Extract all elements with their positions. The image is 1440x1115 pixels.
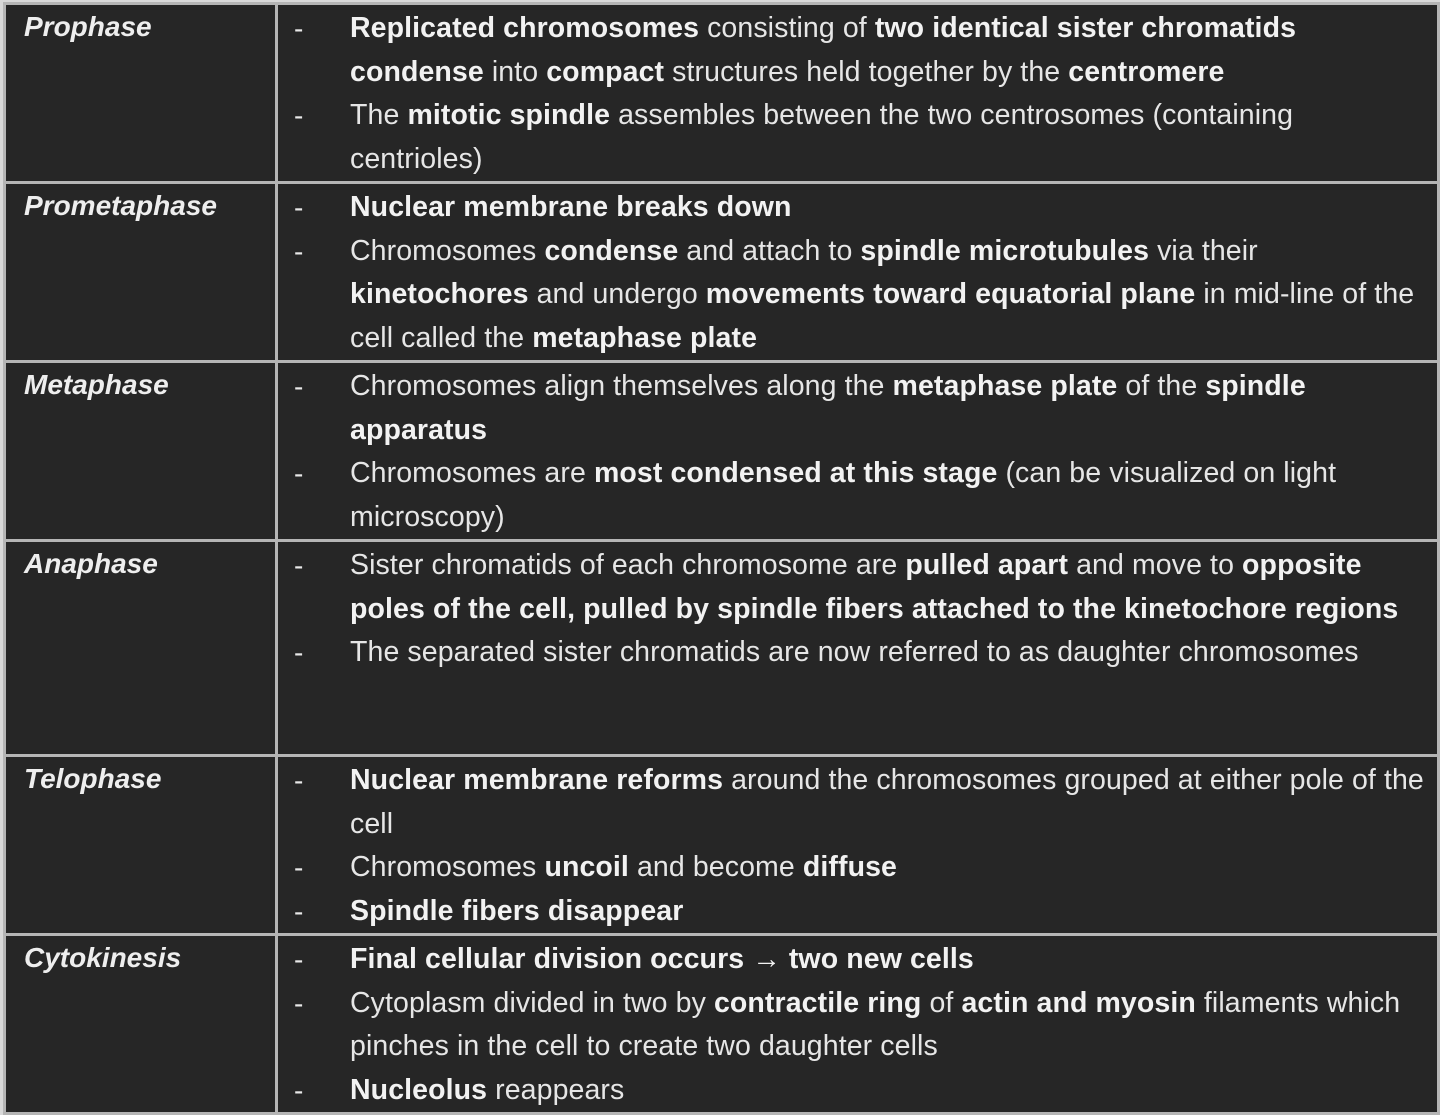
bullet-item (278, 982, 1427, 1069)
bullet-item (278, 94, 1427, 181)
text-segment: Cytoplasm divided in two by (350, 986, 714, 1019)
dash-marker: - (294, 13, 304, 44)
table-row (5, 756, 1439, 935)
dash-marker: - (294, 987, 304, 1019)
phase-cell (5, 756, 277, 935)
bold-term: compact (546, 55, 665, 88)
dash-marker: - (294, 550, 304, 581)
dash-marker: - (294, 895, 304, 927)
dash-marker: - (294, 852, 304, 883)
dash-marker: - (294, 765, 304, 796)
text-segment: reappears (487, 1073, 625, 1106)
bold-term: metaphase plate (892, 370, 1118, 402)
bullet-text (350, 365, 1427, 452)
bullet-text (350, 186, 1427, 230)
phase-name: Cytokinesis (24, 942, 182, 973)
bold-term: two identical sister chromatids condense (350, 12, 1297, 88)
bold-term: uncoil (544, 851, 629, 883)
bullet-item (278, 890, 1427, 934)
bold-term: actin and myosin (961, 986, 1196, 1019)
bullet-item (278, 230, 1427, 361)
text-segment: The separated sister chromatids are now referred to as daughter chromosomes (350, 636, 1359, 668)
description-cell (277, 4, 1439, 183)
dash-marker: - (294, 1074, 304, 1106)
bullet-item (278, 452, 1427, 539)
bullet-item (278, 759, 1427, 846)
phase-name: Anaphase (24, 548, 158, 579)
dash-marker: - (294, 371, 304, 402)
text-segment: (can be visualized on light microscopy) (350, 457, 1337, 533)
bold-term: kinetochores (350, 278, 529, 310)
dash-marker: - (294, 192, 304, 223)
dash-marker: - (294, 944, 304, 975)
dash-marker: - (294, 235, 304, 267)
table-row (5, 935, 1439, 1114)
bullet-item (278, 7, 1427, 94)
bold-term: pulled apart (905, 549, 1069, 581)
bold-term: Nucleolus (350, 1073, 488, 1106)
bold-term: metaphase plate (532, 321, 758, 354)
table-row (5, 183, 1439, 362)
text-segment: The (350, 99, 408, 131)
bold-term: most condensed at this stage (593, 457, 998, 489)
text-segment: in mid-line of the cell called the (350, 278, 1415, 354)
bullet-text (350, 230, 1427, 361)
text-segment: Chromosomes (350, 851, 545, 883)
table-row (5, 4, 1439, 183)
bullet-item (278, 186, 1427, 230)
bold-term: opposite poles of the cell, pulled by spindle fibers attached to the kinetochore regions (350, 549, 1399, 625)
text-segment: around the chromosomes grouped at either pole of the cell (350, 764, 1424, 840)
description-cell (277, 362, 1439, 541)
phase-cell (5, 935, 277, 1114)
dash-marker: - (294, 637, 304, 668)
bold-term: mitotic spindle (407, 99, 611, 131)
bold-term: Nuclear membrane breaks down (350, 191, 792, 223)
bullet-text (350, 846, 1427, 890)
text-segment: structures held together by the (664, 55, 1069, 88)
bullet-text (350, 938, 1427, 982)
text-segment: of the (1117, 370, 1206, 402)
bullet-text (350, 544, 1427, 631)
bold-term: spindle apparatus (350, 370, 1306, 446)
text-segment: Sister chromatids of each chromosome are (350, 549, 906, 581)
phase-name: Prophase (24, 11, 152, 42)
table-row (5, 362, 1439, 541)
bullet-text (350, 452, 1427, 539)
bullet-text (350, 94, 1427, 181)
description-cell (277, 935, 1439, 1114)
bullet-text (350, 1069, 1427, 1113)
text-segment: Chromosomes align themselves along the (350, 370, 893, 402)
text-segment: filaments which pinches in the cell to create two daughter cells (350, 986, 1401, 1062)
bullet-item (278, 631, 1427, 675)
bullet-item (278, 846, 1427, 890)
bullet-item (278, 938, 1427, 982)
bullet-text (350, 7, 1427, 94)
text-segment: and move to (1068, 549, 1243, 581)
bold-term: movements toward equatorial plane (705, 278, 1196, 310)
bold-term: Nuclear membrane reforms (350, 764, 724, 796)
bullet-text (350, 890, 1427, 934)
phase-name: Metaphase (24, 369, 169, 400)
bullet-text (350, 759, 1427, 846)
text-segment: and become (628, 851, 803, 883)
bold-term: contractile ring (713, 986, 922, 1019)
bold-term: Spindle fibers disappear (350, 894, 684, 927)
description-cell (277, 183, 1439, 362)
text-segment: into (483, 55, 547, 88)
text-segment: and undergo (528, 278, 706, 310)
table-row (5, 541, 1439, 756)
text-segment: of (921, 986, 962, 1019)
text-segment: Chromosomes are (350, 457, 594, 489)
bullet-text (350, 982, 1427, 1069)
description-cell (277, 541, 1439, 756)
bold-term: centromere (1068, 55, 1225, 88)
bullet-text (350, 631, 1427, 675)
bold-term: condense (544, 234, 679, 267)
dash-marker: - (294, 458, 304, 489)
phase-cell (5, 541, 277, 756)
bold-term: Replicated chromosomes (350, 12, 700, 44)
phase-cell (5, 183, 277, 362)
bullet-item (278, 544, 1427, 631)
mitosis-phases-table (3, 2, 1440, 1115)
dash-marker: - (294, 100, 304, 131)
phase-name: Telophase (24, 763, 162, 794)
text-segment: via their (1149, 234, 1258, 267)
bullet-item (278, 1069, 1427, 1113)
text-segment: assembles between the two centrosomes (containing centrioles) (350, 99, 1294, 175)
phase-name: Prometaphase (24, 190, 217, 221)
bold-term: diffuse (802, 851, 897, 883)
description-cell (277, 756, 1439, 935)
text-segment: Chromosomes (350, 234, 545, 267)
phase-cell (5, 362, 277, 541)
phase-cell (5, 4, 277, 183)
bold-term: Final cellular division occurs → two new cells (350, 943, 974, 975)
text-segment: and attach to (678, 234, 861, 267)
bullet-item (278, 365, 1427, 452)
bold-term: spindle microtubules (860, 234, 1150, 267)
text-segment: consisting of (699, 12, 875, 44)
table-body (5, 4, 1439, 1114)
